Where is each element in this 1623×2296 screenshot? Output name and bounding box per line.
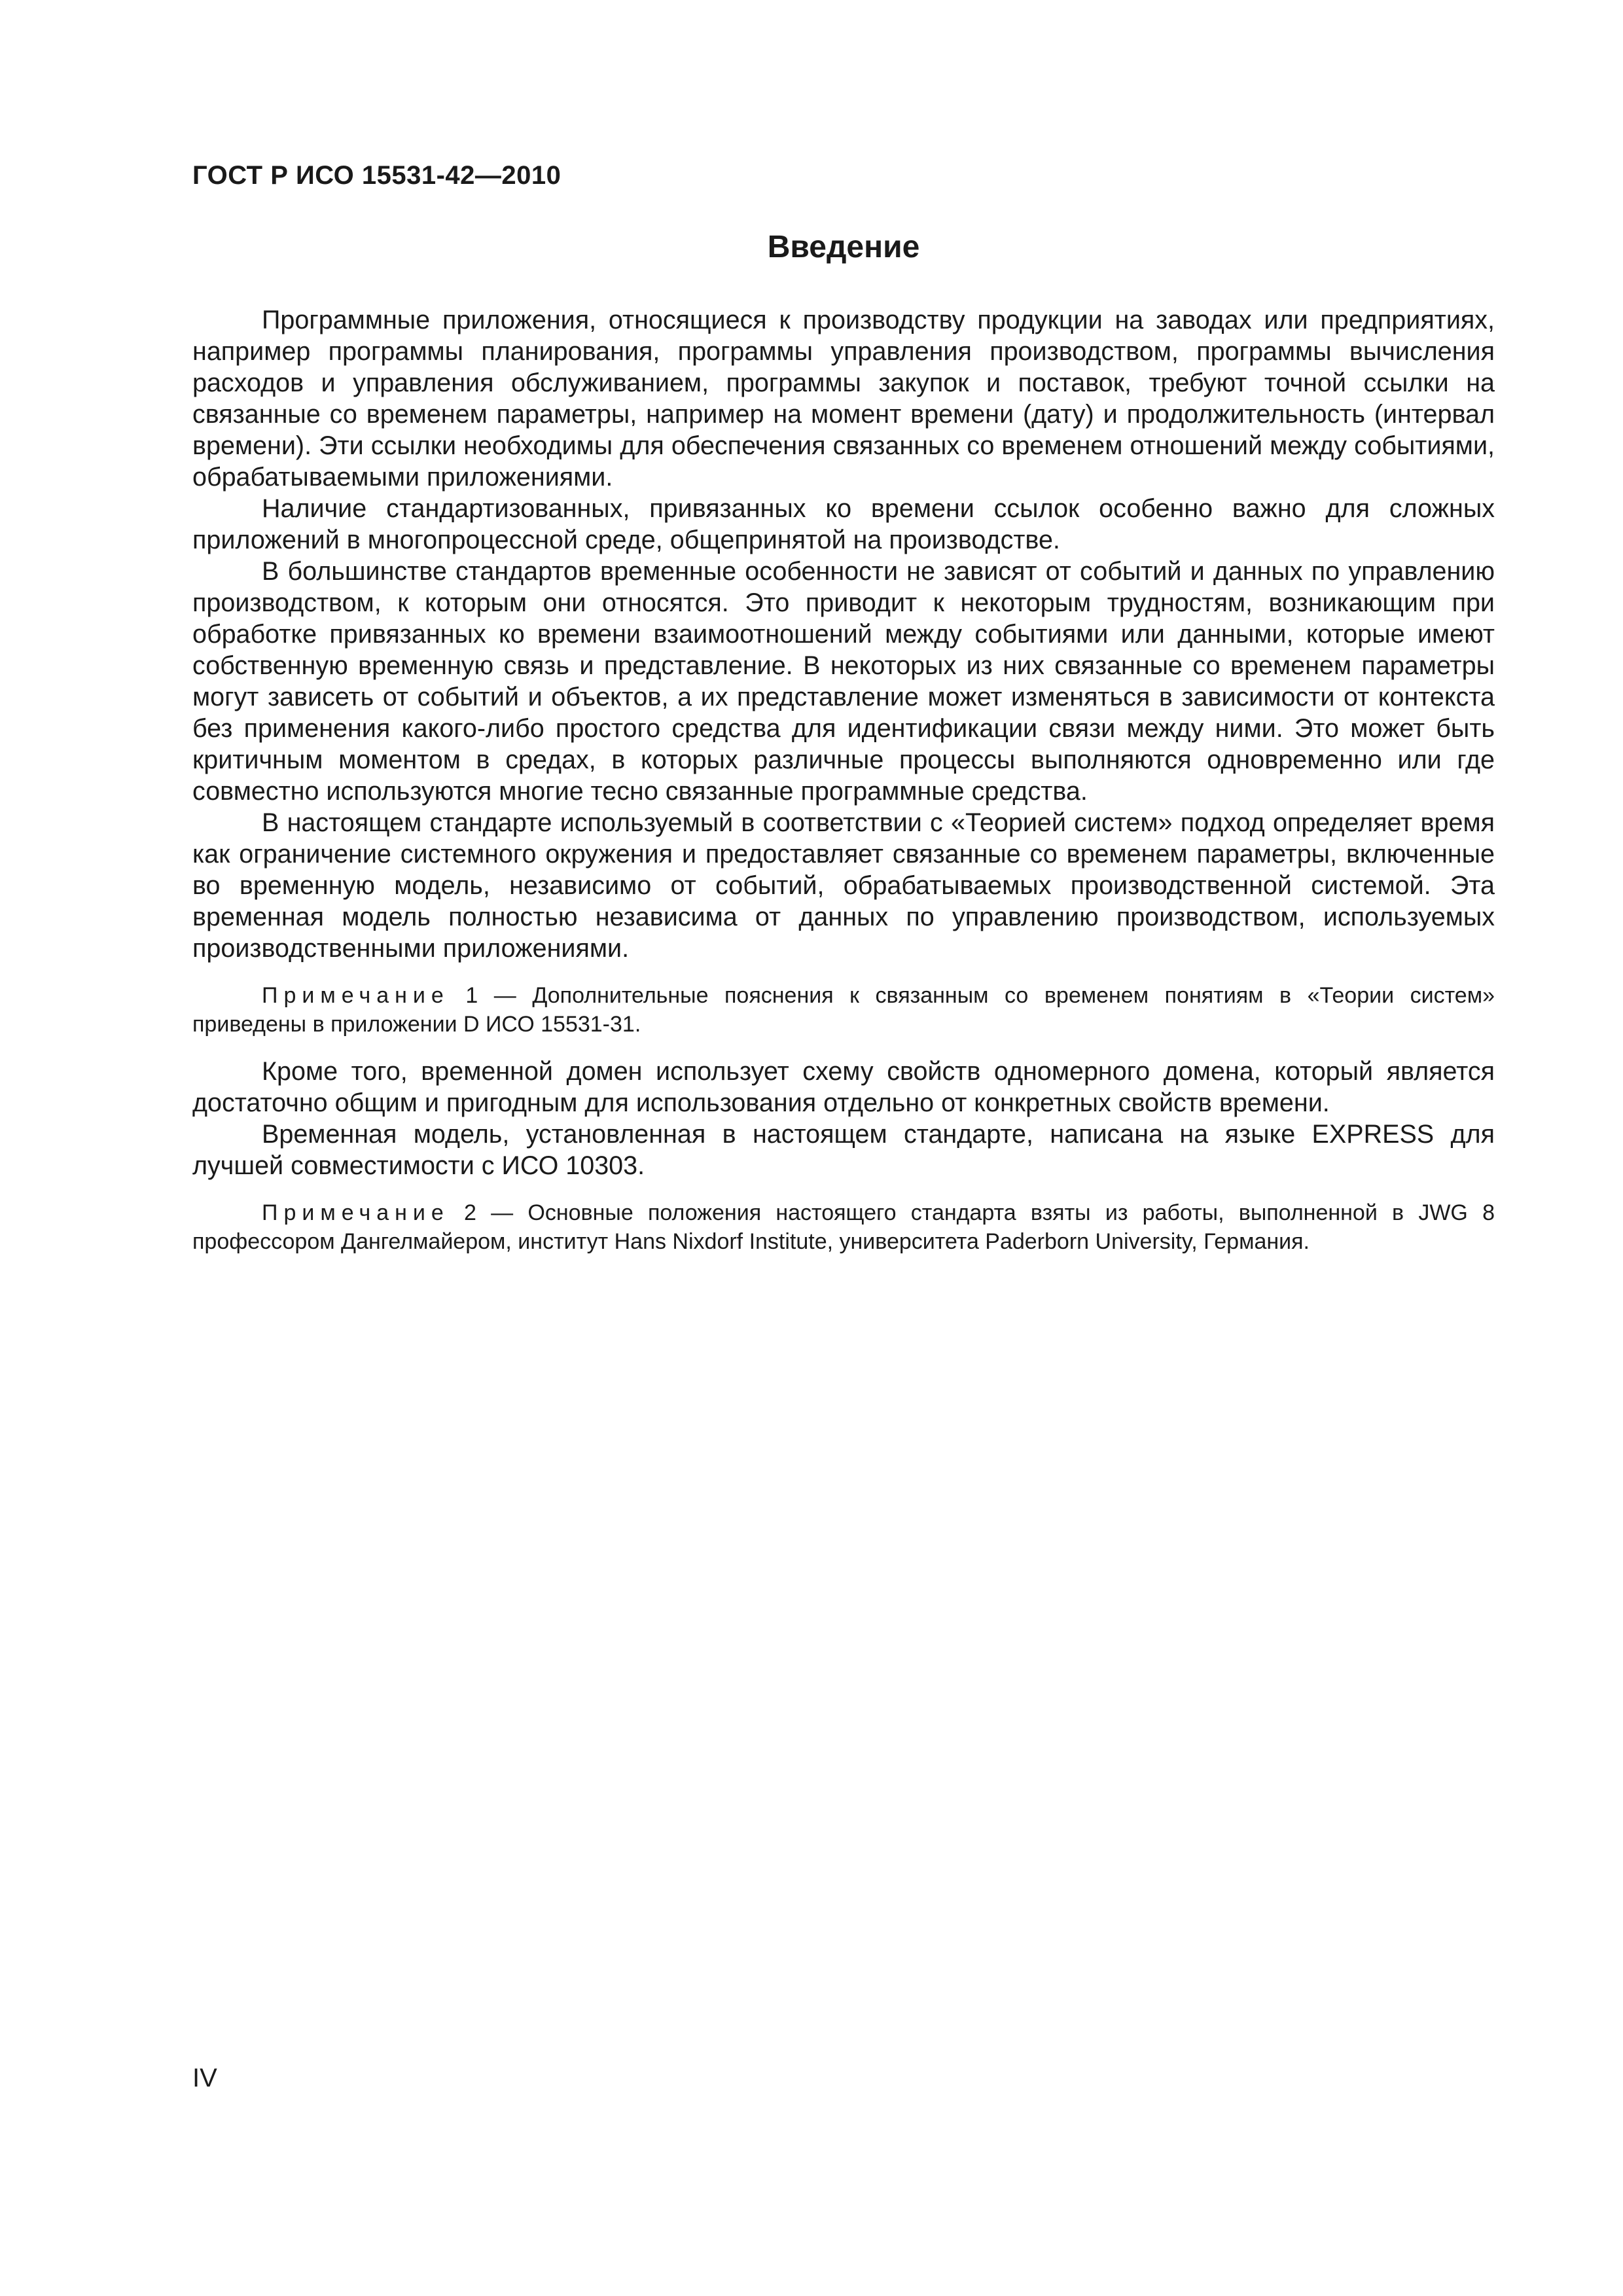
paragraph: В большинстве стандартов временные особенности не зависят от событий и данных по управлению производством, к которым они относятся. Это приводит к некоторым трудностям, возникающим при обработке привязанных ко времени взаимоотношений между событиями или данными, которые имеют собственную временную связь и представление. В некоторых из них связанные со временем параметры могут зависеть от событий и объектов, а их представление может изменяться в зависимости от контекста без применения какого-либо простого средства для идентификации связи между ними. Это может быть критичным моментом в средах, в которых различные процессы выполняются одновременно или где совместно используются многие тесно связанные программные средства. [192,557,1495,806]
note-text: Дополнительные пояснения к связанным со временем понятиям в «Теории систем» приведены в приложении D ИСО 15531-31. [192,983,1495,1037]
note-dash: — [478,983,533,1008]
note-label: Примечание [262,983,450,1008]
paragraph: Временная модель, установленная в настоящем стандарте, написана на языке EXPRESS для лучшей совместимости с ИСО 10303. [192,1120,1495,1180]
note-dash: — [476,1200,528,1225]
document-body [192,304,1495,1273]
paragraph: В настоящем стандарте используемый в соответствии с «Теорией систем» подход определяет время как ограничение системного окружения и предоставляет связанные со временем параметры, включенные во временную модель, независимо от событий, обрабатываемых производственной системой. Эта временная модель полностью независима от данных по управлению производством, используемых производственными приложениями. [192,808,1495,963]
page-number: IV [192,2064,217,2092]
paragraph: Кроме того, временной домен использует схему свойств одномерного домена, который является достаточно общим и пригодным для использования отдельно от конкретных свойств времени. [192,1057,1495,1117]
note-1 [192,981,1495,1039]
document-id: ГОСТ Р ИСО 15531-42—2010 [192,161,562,190]
note-2 [192,1198,1495,1256]
paragraph: Программные приложения, относящиеся к производству продукции на заводах или предприятиях, например программы планирования, программы управления производством, программы вычисления расходов и управления обслуживанием, программы закупок и поставок, требуют точной ссылки на связанные со временем параметры, например на момент времени (дату) и продолжительность (интервал времени). Эти ссылки необходимы для обеспечения связанных со временем отношений между событиями, обрабатываемыми приложениями. [192,306,1495,492]
note-text: Основные положения настоящего стандарта взяты из работы, выполненной в JWG 8 профессором Дангелмайером, институт Hans Nixdorf Institute, университета Paderborn University, Германия. [192,1200,1495,1254]
note-number: 2 [464,1200,476,1225]
section-title: Введение [767,230,920,264]
note-number: 1 [465,983,478,1008]
note-label: Примечание [262,1200,450,1225]
paragraph: Наличие стандартизованных, привязанных ко времени ссылок особенно важно для сложных приложений в многопроцессной среде, общепринятой на производстве. [192,494,1495,554]
